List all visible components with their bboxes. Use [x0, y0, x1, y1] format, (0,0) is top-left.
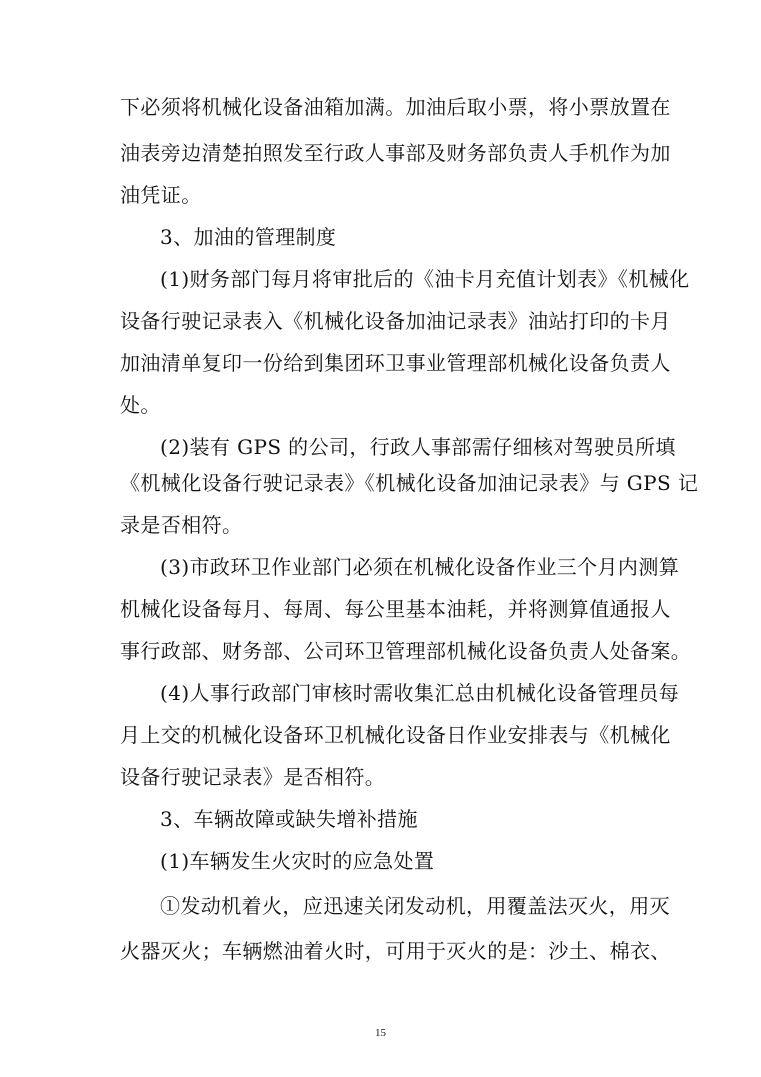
- paragraph-line: 《机械化设备行驶记录表》《机械化设备加油记录表》与 GPS 记: [120, 471, 699, 495]
- paragraph-line: (1)车辆发生火灾时的应急处置: [160, 849, 435, 873]
- section-heading: 3、加油的管理制度: [160, 225, 337, 249]
- paragraph-line: 火器灭火；车辆燃油着火时，可用于灭火的是：沙土、棉衣、: [120, 939, 671, 963]
- paragraph-line: 处。: [120, 393, 161, 417]
- paragraph-line: (1)财务部门每月将审批后的《油卡月充值计划表》《机械化: [160, 267, 690, 291]
- paragraph-line: ①发动机着火，应迅速关闭发动机，用覆盖法灭火，用灭: [160, 894, 670, 918]
- paragraph-line: (4)人事行政部门审核时需收集汇总由机械化设备管理员每: [160, 681, 680, 705]
- paragraph-line: 加油清单复印一份给到集团环卫事业管理部机械化设备负责人: [120, 351, 671, 375]
- paragraph-line: 事行政部、财务部、公司环卫管理部机械化设备负责人处备案。: [120, 639, 692, 663]
- paragraph-line: 下必须将机械化设备油箱加满。加油后取小票，将小票放置在: [120, 95, 671, 119]
- paragraph-line: 录是否相符。: [120, 513, 243, 537]
- paragraph-line: 设备行驶记录表入《机械化设备加油记录表》油站打印的卡月: [120, 309, 671, 333]
- section-heading: 3、车辆故障或缺失增补措施: [160, 807, 418, 831]
- paragraph-line: (3)市政环卫作业部门必须在机械化设备作业三个月内测算: [160, 555, 680, 579]
- paragraph-line: 油凭证。: [120, 183, 202, 207]
- paragraph-line: 月上交的机械化设备环卫机械化设备日作业安排表与《机械化: [120, 723, 671, 747]
- paragraph-line: 设备行驶记录表》是否相符。: [120, 765, 386, 789]
- paragraph-line: 油表旁边清楚拍照发至行政人事部及财务部负责人手机作为加: [120, 141, 671, 165]
- paragraph-line: 机械化设备每月、每周、每公里基本油耗，并将测算值通报人: [120, 597, 671, 621]
- page-number: 15: [375, 1027, 386, 1039]
- paragraph-line: (2)装有 GPS 的公司，行政人事部需仔细核对驾驶员所填: [160, 435, 676, 459]
